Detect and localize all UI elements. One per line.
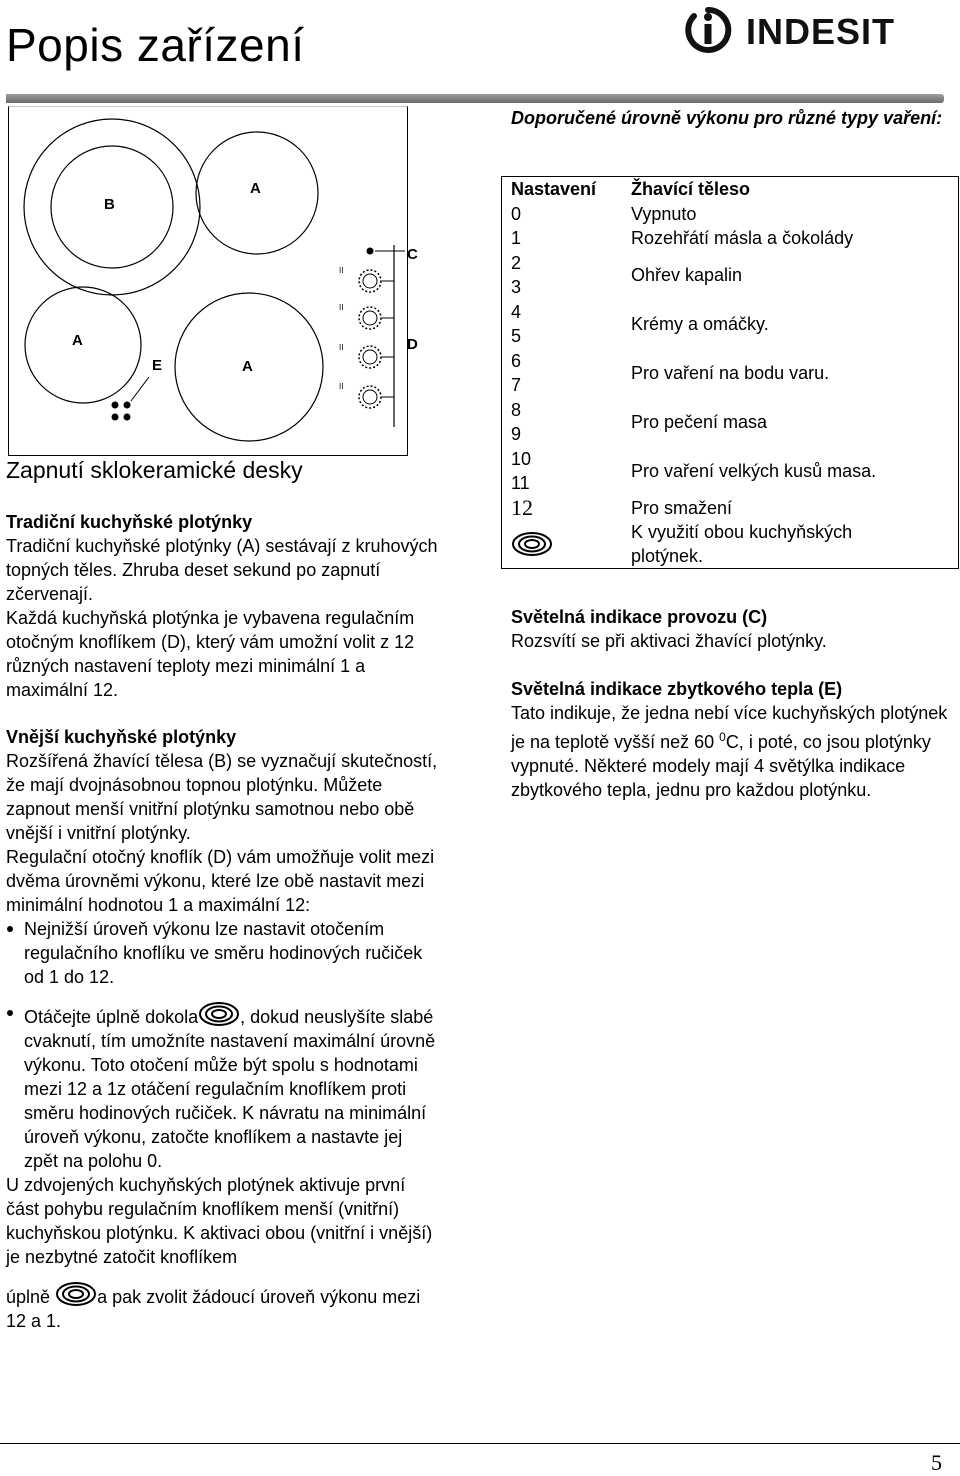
label-d: D [407, 336, 418, 353]
setting-description: Krémy a omáčky. [631, 314, 769, 334]
table-row [502, 398, 958, 423]
setting-description: Vypnuto [631, 203, 697, 224]
setting-value: 0 [511, 203, 522, 224]
label-a-center: A [242, 358, 253, 375]
dual-zone-icon [55, 1281, 97, 1307]
outer-section [6, 725, 438, 1333]
control-knobs [359, 248, 405, 409]
traditional-section [6, 510, 438, 702]
knob-mark-3: II [339, 343, 344, 352]
setting-value: 4 [511, 301, 522, 322]
settings-table [501, 176, 959, 569]
outer-heading: Vnější kuchyňské plotýnky [6, 727, 237, 747]
residual-text [511, 701, 951, 802]
outer-text2: Regulační otočný knoflík (D) vám umožňuje volit mezi dvěma úrovněmi výkonu, které lze obě nastavit mezi minimální hodnotou 1 a maximální 12: [6, 847, 435, 915]
knob-2 [359, 307, 381, 329]
residual-heading: Světelná indikace zbytkového tepla (E) [511, 679, 843, 699]
dual-zone-icon [511, 531, 553, 557]
hob-diagram [8, 106, 418, 456]
table-header: Žhavící těleso [631, 179, 751, 200]
label-e: E [152, 357, 163, 374]
setting-value: 8 [511, 399, 522, 420]
table-header-row [502, 177, 958, 202]
setting-value: 9 [511, 424, 522, 445]
operation-light [367, 248, 374, 255]
residual-text-b: C, i poté, co jsou plotýnky vypnuté. Některé modely mají 4 světýlka indikace zbytkového tepla, jednu pro každou plotýnku. [511, 732, 931, 800]
knob-mark-1: II [339, 266, 344, 275]
traditional-text: Tradiční kuchyňské plotýnky (A) sestávají z kruhových topných těles. Zhruba deset sekund po zapnutí zčervenají. [6, 536, 438, 604]
setting-description: Ohřev kapalin [631, 265, 743, 285]
table-row [502, 349, 958, 374]
label-b: B [104, 196, 115, 213]
section-title: Zapnutí sklokeramické desky [6, 457, 303, 483]
traditional-text2: Každá kuchyňská plotýnka je vybavena regulačním otočným knoflíkem (D), který vám umožní volit z 12 různých nastavení teploty mezi minimální 1 a maximální 12. [6, 608, 415, 700]
outer-text4 [6, 1281, 438, 1333]
knob-mark-2: II [339, 303, 344, 312]
recommend-heading: Doporučené úrovně výkonu pro různé typy vaření: [511, 108, 943, 128]
label-a-top: A [250, 180, 261, 197]
residual-text-a: Tato indikuje, že jedna nebí více kuchyňských plotýnek je na teplotě vyšší než 60 [511, 703, 948, 752]
operation-text: Rozsvítí se při aktivaci žhavící plotýnky. [511, 631, 827, 651]
bullet-full-turn [6, 1001, 438, 1173]
setting-value: 3 [511, 277, 522, 298]
setting-value: 10 [511, 448, 532, 469]
setting-description: Rozehřátí másla a čokolády [631, 228, 854, 249]
knob-4 [359, 386, 381, 408]
table-row [502, 447, 958, 472]
setting-description: Pro vaření velkých kusů masa. [631, 461, 877, 481]
residual-section [511, 677, 951, 802]
setting-description: K využití obou kuchyňských plotýnek. [631, 522, 853, 566]
residual-heat-lights [112, 402, 131, 421]
setting-value: 5 [511, 326, 522, 347]
zone-a-bottom-left [25, 287, 141, 403]
table-row [502, 300, 958, 325]
label-c: C [407, 246, 418, 263]
setting-description: Pro smažení [631, 497, 733, 518]
table-row [502, 226, 958, 251]
label-a-left: A [72, 332, 83, 349]
degree-sup: 0 [719, 730, 726, 744]
setting-description: Pro vaření na bodu varu. [631, 363, 830, 383]
outer-text4-b: a pak zvolit žádoucí úroveň výkonu mezi 12 a 1. [6, 1287, 421, 1331]
indesit-logo-icon [688, 10, 728, 50]
table-row [502, 520, 958, 568]
table-header: Nastavení [511, 179, 597, 200]
table-row [502, 202, 958, 227]
outer-text3: U zdvojených kuchyňských plotýnek aktivuje první část pohybu regulačním knoflíkem menší (vnitřní) kuchyňskou plotýnku. K aktivaci obou (vnitřní i vnější) je nezbytné zatočit knoflíkem [6, 1175, 433, 1267]
setting-description: Pro pečení masa [631, 412, 768, 432]
dual-zone-icon [198, 1001, 240, 1027]
table-row [502, 496, 958, 521]
knob-3 [359, 346, 381, 368]
setting-value: 11 [511, 473, 530, 494]
outer-text: Rozšířená žhavící tělesa (B) se vyznačují skutečností, že mají dvojnásobnou topnou plotýnku. Můžete zapnout menší vnitřní plotýnku samotnou nebo obě vnější i vnitřní plotýnky. [6, 751, 438, 843]
knob-mark-4: II [339, 382, 344, 391]
bullet-lowest-power: Nejnižší úroveň výkonu lze nastavit otočením regulačního knoflíku ve směru hodinových ručiček od 1 do 12. [6, 917, 438, 989]
setting-value: 7 [511, 375, 522, 396]
header-rule [6, 94, 944, 103]
knob-1 [359, 270, 381, 292]
setting-value: 12 [511, 494, 533, 520]
traditional-heading: Tradiční kuchyňské plotýnky [6, 512, 253, 532]
page-number: 5 [931, 1450, 942, 1475]
footer-rule [0, 1443, 960, 1444]
bullet-full-turn-a: Otáčejte úplně dokola [24, 1007, 199, 1027]
brand-logo [682, 4, 912, 54]
bullet-full-turn-b: , dokud neuslyšíte slabé cvaknutí, tím umožníte nastavení maximální úrovně výkonu. Toto otočení může být spolu s hodnotami mezi 12 a 1z otáčení regulačním knoflíkem proti směru hodinových ručiček. K návratu na minimální úroveň výkonu, zatočte knoflíkem a nastavte jej zpět na polohu 0. [24, 1007, 436, 1171]
operation-heading: Světelná indikace provozu (C) [511, 607, 768, 627]
setting-value: 6 [511, 350, 522, 371]
setting-value: 2 [511, 252, 522, 273]
operation-section [511, 605, 951, 653]
page-title: Popis zařízení [6, 19, 305, 71]
outer-text4-a: úplně [6, 1287, 51, 1307]
table-row [502, 251, 958, 276]
brand-name: INDESIT [746, 11, 896, 52]
dual-zone-setting [502, 520, 622, 568]
setting-value: 1 [511, 228, 522, 249]
